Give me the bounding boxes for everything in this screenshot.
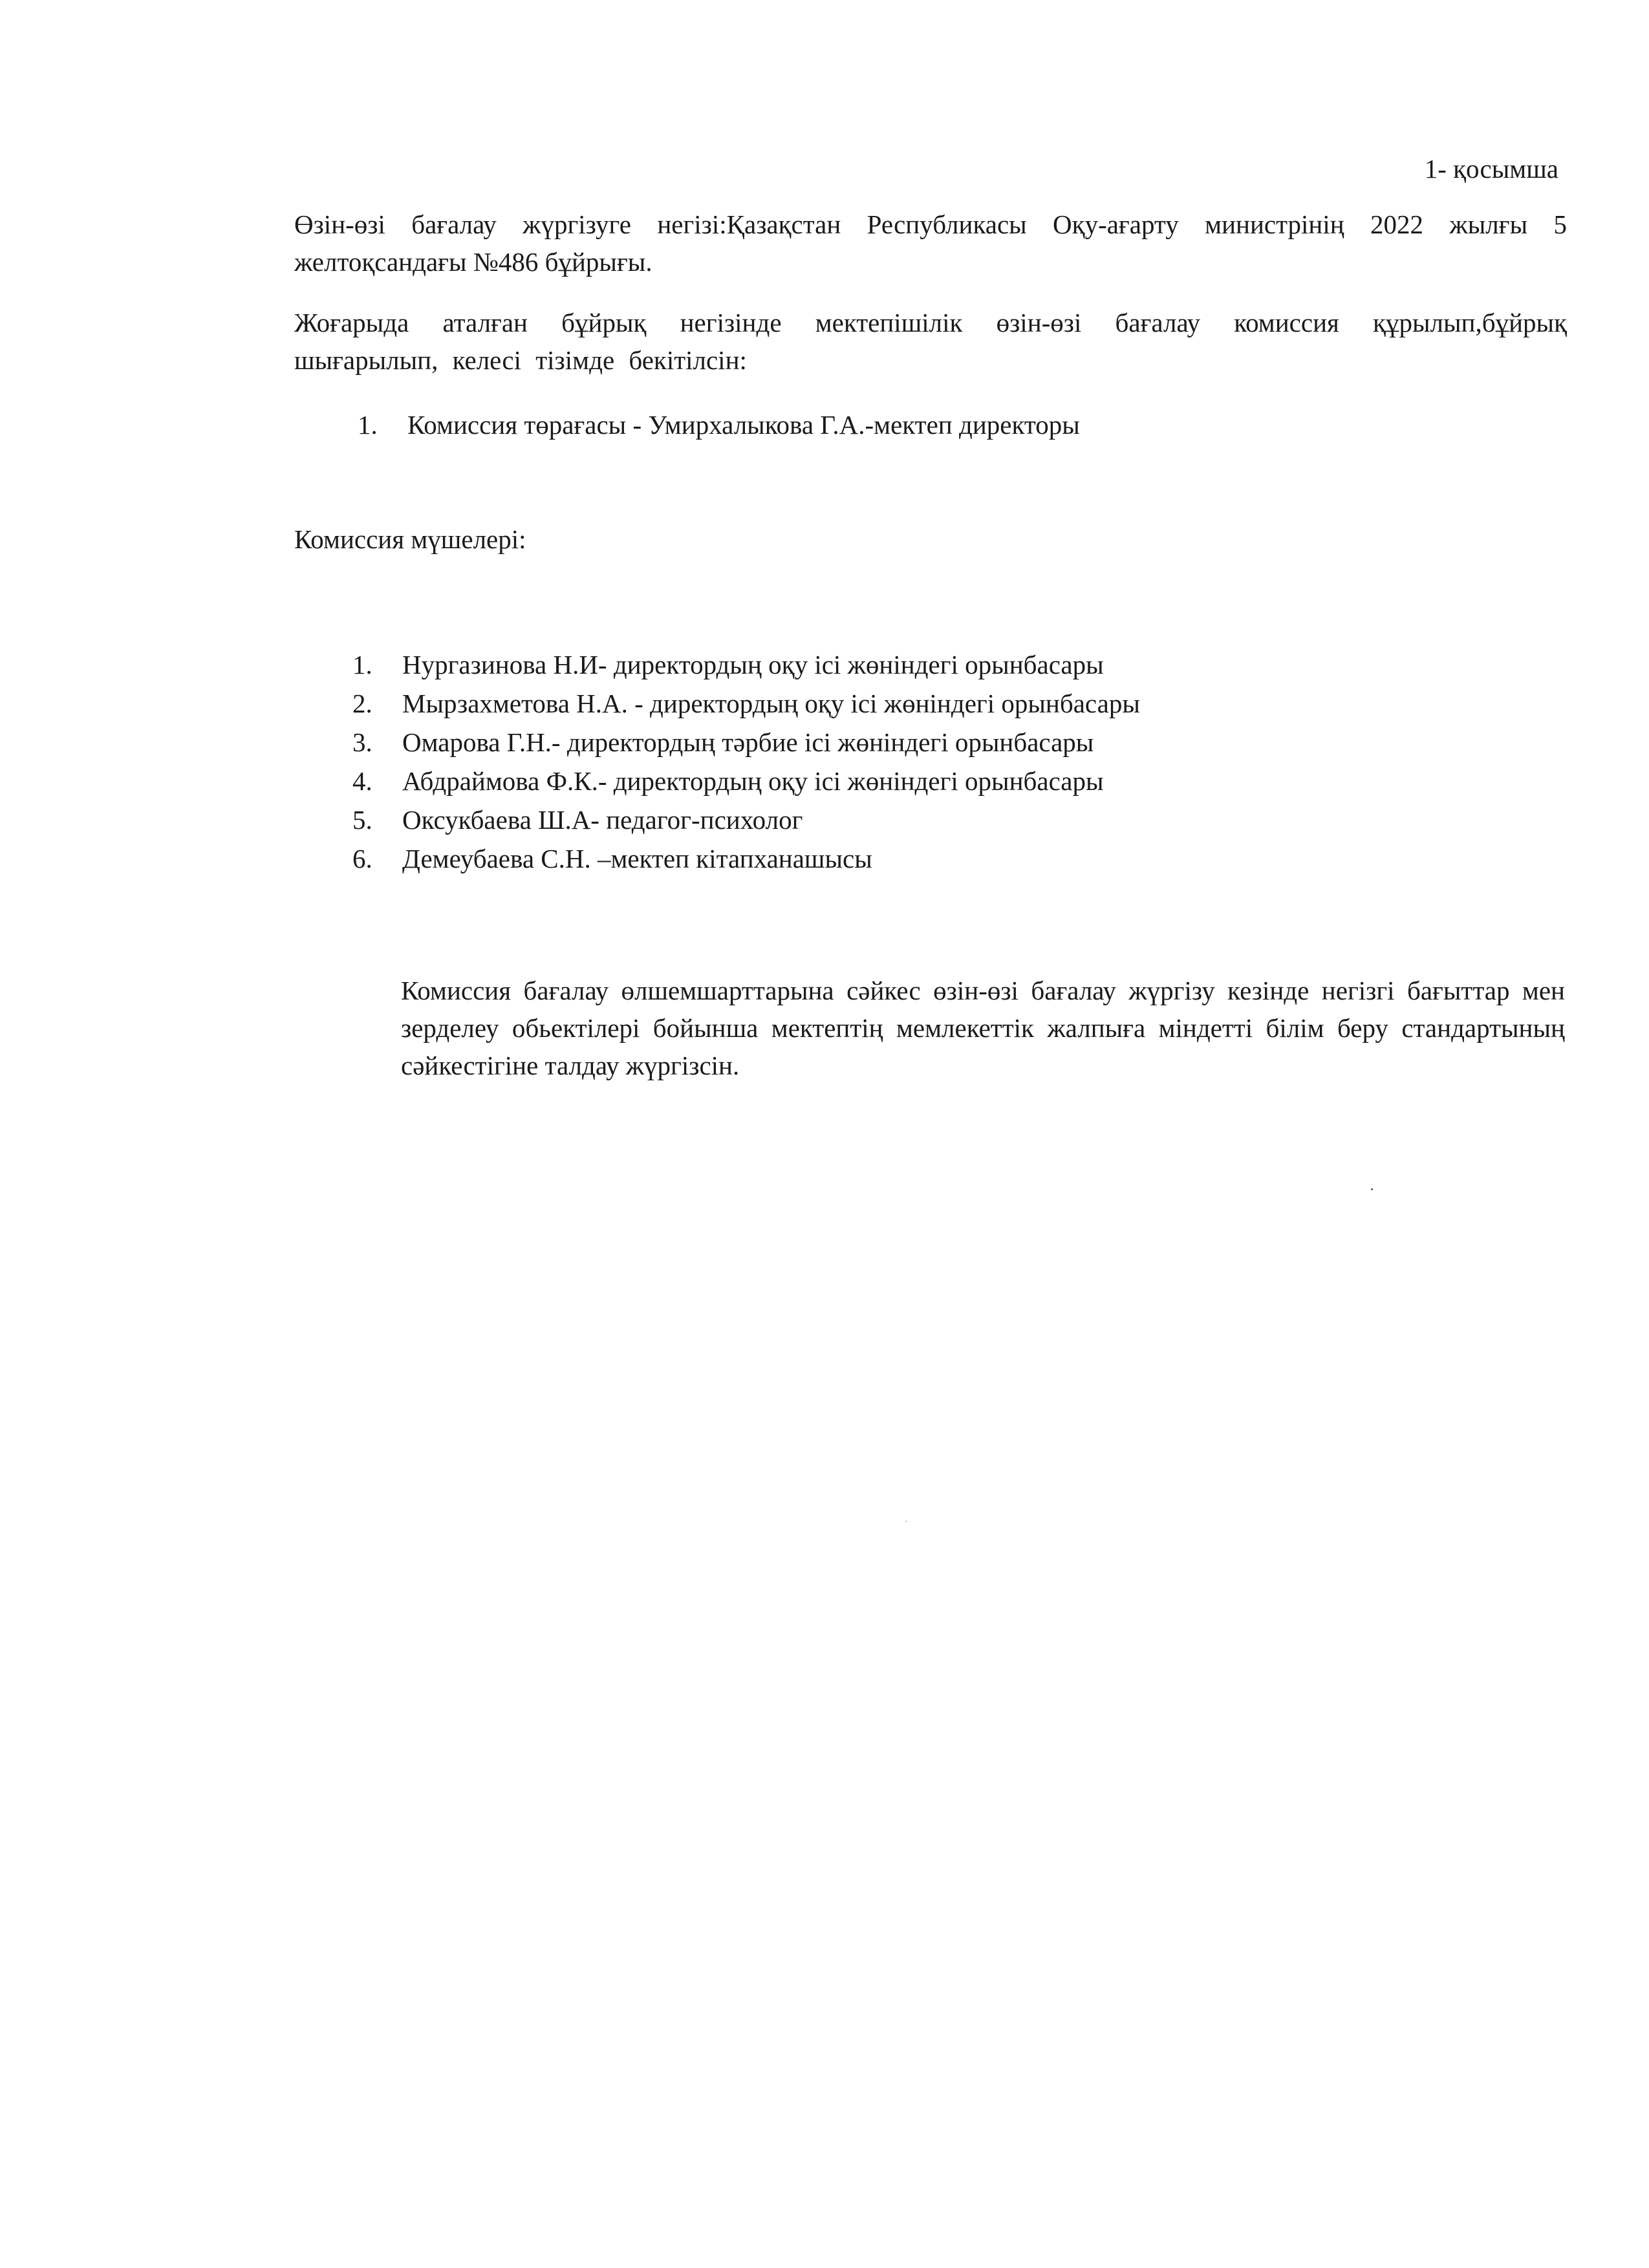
member-text: Мырзахметова Н.А. - директордың оқу ісі жөніндегі орынбасары xyxy=(402,689,1140,718)
list-number: 1. xyxy=(358,410,378,440)
list-number: 6. xyxy=(352,844,372,873)
analysis-paragraph: Комиссия бағалау өлшемшарттарына сәйкес өзін-өзі бағалау жүргізу кезінде негізгі бағыттар мен зерделеу обьектілері бойынша мектептің мемлекеттік жалпыға міндетті білім беру стандартының сәйкестігіне талдау жүргізсін. xyxy=(401,976,1565,1080)
list-number: 5. xyxy=(352,805,372,835)
commission-paragraph: Жоғарыда аталған бұйрық негізінде мектепішілік өзін-өзі бағалау комиссия құрылып,бұйрық шығарылып, келесі тізімде бекітілсін: xyxy=(294,308,1567,375)
list-number: 4. xyxy=(352,766,372,796)
chair-item xyxy=(358,406,1080,444)
member-text: Демеубаева С.Н. –мектеп кітапханашысы xyxy=(402,844,872,873)
member-item xyxy=(352,800,1140,839)
member-text: Нургазинова Н.И- директордың оқу ісі жөніндегі орынбасары xyxy=(402,650,1104,679)
appendix-label: 1- қосымша xyxy=(1424,154,1558,184)
member-item xyxy=(352,645,1140,684)
member-item xyxy=(352,839,1140,878)
member-item xyxy=(352,684,1140,723)
scan-speck xyxy=(1371,1188,1373,1190)
list-number: 1. xyxy=(352,650,372,679)
chair-text: Комиссия төрағасы - Умирхалыкова Г.А.-мектеп директоры xyxy=(407,410,1080,440)
members-title: Комиссия мүшелері: xyxy=(294,524,526,554)
basis-paragraph: Өзін-өзі бағалау жүргізуге негізі:Қазақстан Республикасы Оқу-ағарту министрінің 2022 жылғы 5 желтоқсандағы №486 бұйрығы. xyxy=(294,209,1567,277)
members-list xyxy=(352,645,1140,878)
member-item xyxy=(352,762,1140,800)
member-text: Оксукбаева Ш.А- педагог-психолог xyxy=(402,805,803,835)
member-text: Омарова Г.Н.- директордың тәрбие ісі жөніндегі орынбасары xyxy=(402,727,1094,757)
chair-list xyxy=(358,406,1080,444)
member-item xyxy=(352,723,1140,762)
list-number: 3. xyxy=(352,727,372,757)
list-number: 2. xyxy=(352,689,372,718)
scan-speck xyxy=(905,1521,907,1522)
member-text: Абдраймова Ф.К.- директордың оқу ісі жөніндегі орынбасары xyxy=(402,766,1104,796)
